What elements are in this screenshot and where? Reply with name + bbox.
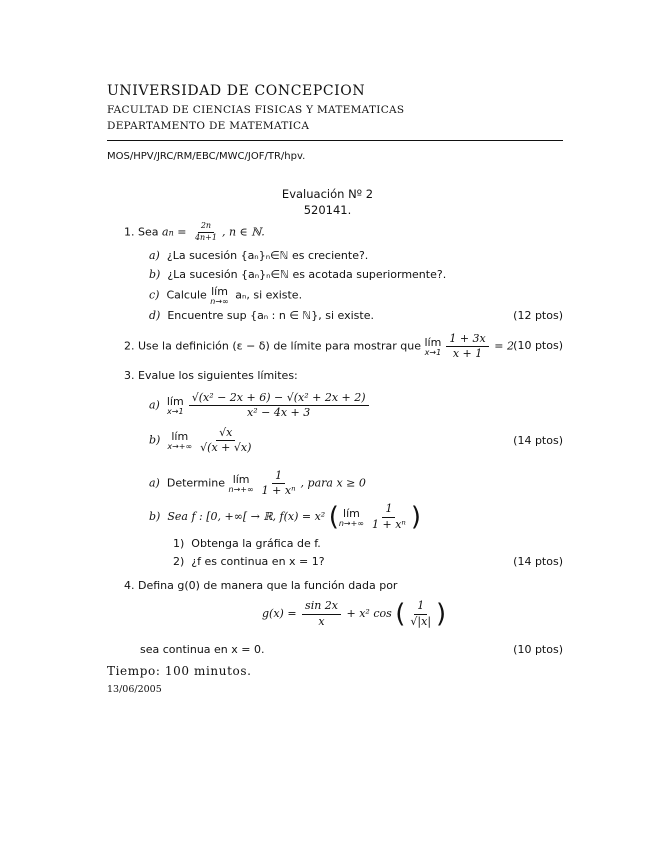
q1-item-b: b) ¿La sucesión {aₙ}ₙ∈ℕ es acotada superiormente?. <box>149 268 447 281</box>
q1-points: (12 ptos) <box>513 309 563 322</box>
q3-points-1: (14 ptos) <box>513 434 563 447</box>
q3-intro: 3. Evalue los siguientes límites: <box>124 369 298 382</box>
q3-subitem-1: 1) Obtenga la gráfica de f. <box>173 537 321 550</box>
q3-b-fraction: $\frac{√x}{√(x + √x)}$ <box>200 426 252 455</box>
q2-fraction: $\frac{1 + 3x}{x + 1}$ <box>446 333 488 360</box>
q2-number: 2. <box>124 339 135 353</box>
q1-fraction: $\frac{2n}{4n+1}$ <box>194 221 217 242</box>
q3-item-b2: b) Sea f : [0, +∞[ → ℝ, f(x) = x² ( lím n→+∞ $\frac{1}{\text{1 + xⁿ}}$ ) <box>149 502 422 532</box>
q4-inner-fraction: $\frac{1}{√|x|}$ <box>410 599 432 628</box>
exam-duration: Tiempo: 100 minutos. <box>107 664 252 678</box>
q3-item-a2: a) Determine lím n→+∞ $\frac{1}{\text{1 + xⁿ}}$ , para x ≥ 0 <box>149 469 366 498</box>
q4-tail: sea continua en x = 0. <box>140 643 265 656</box>
q2-limit: lím x→1 <box>424 336 442 358</box>
q3-a-fraction: $\frac{\text{√(x² − 2x + 6) − √(x² + 2x + 2)}}{\text{x² − 4x + 3}}$ <box>189 392 369 419</box>
q3-b2-fraction: $\frac{1}{\text{1 + xⁿ}}$ <box>372 502 406 531</box>
q4-number: 4. <box>124 579 135 592</box>
q1-item-d: d) Encuentre sup {aₙ : n ∈ ℕ}, si existe. <box>149 309 374 322</box>
course-code: 520141. <box>303 203 352 217</box>
q1-limit: lím n→∞ <box>210 285 229 306</box>
q2-points: (10 ptos) <box>513 339 563 352</box>
header-divider <box>107 140 563 141</box>
q3-item-b: b) lím x→+∞ $\frac{√x}{√(x + √x)}$ <box>149 427 256 454</box>
q4-formula: g(x) = $\frac{\sin 2x}{x}$ + x² cos ( $\frac{1}{√|x|}$ ) <box>262 599 447 629</box>
department-name: DEPARTAMENTO DE MATEMATICA <box>107 120 310 132</box>
q1-item-c: c) Calcule lím n→∞ aₙ, si existe. <box>149 285 303 306</box>
exam-title: Evaluación Nº 2 <box>281 187 374 201</box>
q4-points: (10 ptos) <box>513 643 563 656</box>
q3-number: 3. <box>124 369 135 382</box>
q3-item-a: a) lím x→1 $\frac{\text{√(x² − 2x + 6) − √(x² + 2x + 2)}}{\text{x² − 4x + 3}}$ <box>149 392 371 419</box>
q1-statement: 1. Sea an = $\frac{2n}{4n+1}$ , n ∈ ℕ. <box>124 221 265 242</box>
q3-a2-fraction: $\frac{1}{\text{1 + xⁿ}}$ <box>261 469 296 498</box>
q3-points-2: (14 ptos) <box>513 555 563 568</box>
faculty-name: FACULTAD DE CIENCIAS FISICAS Y MATEMATICAS <box>107 104 405 116</box>
q4-intro: 4. Defina g(0) de manera que la función dada por <box>124 579 398 592</box>
q3-subitem-2: 2) ¿f es continua en x = 1? <box>173 555 325 568</box>
q2-statement: 2. Use la definición (ε − δ) de límite para mostrar que lím x→1 $\frac{1 + 3x}{x + 1}$ = 2 <box>124 332 514 361</box>
exam-date: 13/06/2005 <box>107 684 162 695</box>
q1-item-a: a) ¿La sucesión {aₙ}ₙ∈ℕ es creciente?. <box>149 249 369 262</box>
q4-fraction: $\frac{\sin 2x}{x}$ <box>302 600 341 627</box>
university-name: UNIVERSIDAD DE CONCEPCION <box>107 83 366 99</box>
q1-number: 1. <box>124 225 135 239</box>
authors-line: MOS/HPV/JRC/RM/EBC/MWC/JOF/TR/hpv. <box>107 151 306 162</box>
